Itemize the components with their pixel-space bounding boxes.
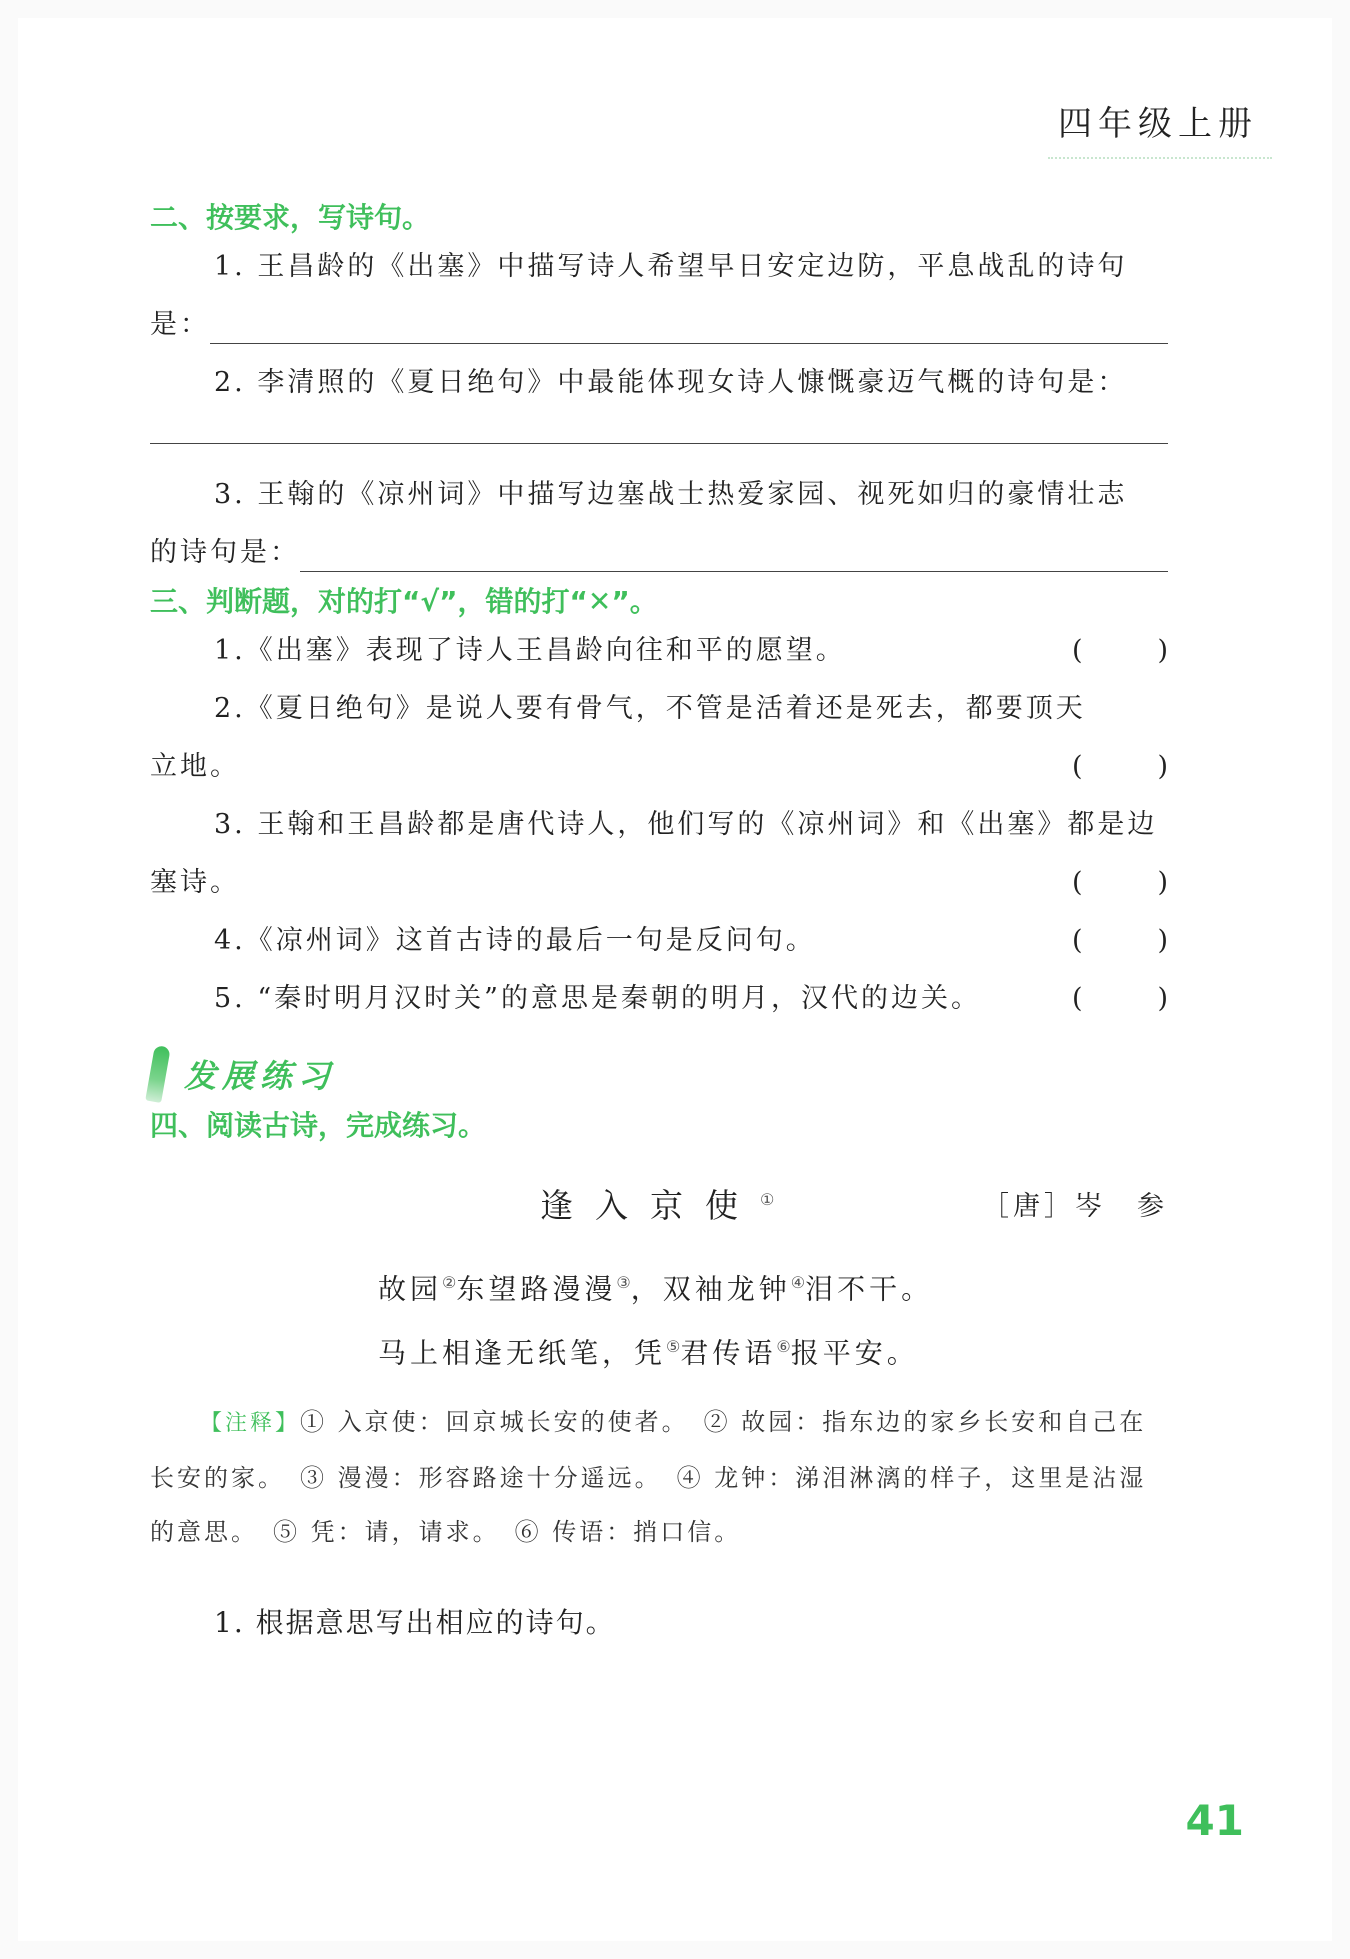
s2-q1-answer-blank[interactable]	[210, 303, 1168, 344]
poem-heading	[150, 1170, 1168, 1240]
development-header	[150, 1042, 1168, 1106]
judge-item-1-answer[interactable]: ( )	[1072, 635, 1168, 666]
s2-q2-line1: 2. 李清照的《夏日绝句》中最能体现女诗人慷慨豪迈气概的诗句是：	[214, 367, 1128, 398]
judge-item-4	[150, 912, 1168, 970]
judge-item-2-text: 2.《夏日绝句》是说人要有骨气，不管是活着还是死去，都要顶天	[214, 693, 1086, 724]
judge-item-5-answer[interactable]: ( )	[1072, 983, 1168, 1014]
judge-item-4-text: 4.《凉州词》这首古诗的最后一句是反问句。	[214, 925, 816, 956]
judge-item-3	[150, 854, 1168, 912]
s2-q3-answer-row	[150, 524, 1168, 582]
workbook-page	[18, 18, 1332, 1941]
page-content	[150, 198, 1168, 1653]
section-2-title: 二、按要求，写诗句。	[150, 201, 431, 234]
s2-q2-answer-blank[interactable]	[150, 442, 1168, 444]
s2-q1-answer-row	[150, 296, 1168, 354]
poem-author: ［唐］岑 参	[982, 1191, 1168, 1222]
judge-item-4-answer[interactable]: ( )	[1072, 925, 1168, 956]
judge-item-1	[150, 622, 1168, 680]
s2-q3-line2: 的诗句是：	[150, 537, 300, 568]
section-3-title: 三、判断题，对的打“√”，错的打“✕”。	[150, 585, 658, 618]
judge-item-5-text: 5. “秦时明月汉时关”的意思是秦朝的明月，汉代的边关。	[214, 983, 981, 1014]
judge-item-3-answer[interactable]: ( )	[1072, 867, 1168, 898]
notes-line-1: 【注释】① 入京使：回京城长安的使者。 ② 故园：指东边的家乡长安和自己在	[200, 1407, 1147, 1436]
poem-line-2: 马上相逢无纸笔，凭⑤君传语⑥报平安。	[378, 1336, 919, 1370]
judge-item-3-text-cont: 塞诗。	[150, 867, 240, 898]
page-number: 41	[1185, 1796, 1244, 1845]
judge-item-2-answer[interactable]: ( )	[1072, 751, 1168, 782]
notes-line-2: 长安的家。 ③ 漫漫：形容路途十分遥远。 ④ 龙钟：涕泪淋漓的样子，这里是沾湿	[150, 1463, 1147, 1492]
development-title: 发展练习	[184, 1057, 337, 1095]
judge-item-2-text-cont: 立地。	[150, 751, 240, 782]
judge-item-3-text: 3. 王翰和王昌龄都是唐代诗人，他们写的《凉州词》和《出塞》都是边	[214, 809, 1158, 840]
grade-label: 四年级上册	[1048, 88, 1272, 159]
s2-q1-line1: 1. 王昌龄的《出塞》中描写诗人希望早日安定边防，平息战乱的诗句	[214, 251, 1128, 282]
pen-icon	[145, 1045, 170, 1103]
judge-item-1-text: 1.《出塞》表现了诗人王昌龄向往和平的愿望。	[214, 635, 846, 666]
judge-item-2	[150, 738, 1168, 796]
section-4-title: 四、阅读古诗，完成练习。	[150, 1109, 487, 1142]
s2-q3-line1: 3. 王翰的《凉州词》中描写边塞战士热爱家园、视死如归的豪情壮志	[214, 479, 1128, 510]
poem-line-1: 故园②东望路漫漫③，双袖龙钟④泪不干。	[378, 1272, 934, 1306]
section-4-task-1: 1. 根据意思写出相应的诗句。	[214, 1605, 616, 1639]
notes-line-3: 的意思。 ⑤ 凭：请，请求。 ⑥ 传语：捎口信。	[150, 1517, 742, 1546]
s2-q3-answer-blank[interactable]	[300, 531, 1168, 572]
s2-q1-line2: 是：	[150, 309, 210, 340]
judge-item-5	[150, 970, 1168, 1028]
poem-notes	[150, 1395, 1168, 1559]
poem-title: 逢入京使①	[540, 1186, 775, 1225]
notes-tag: 【注释】	[200, 1410, 301, 1436]
